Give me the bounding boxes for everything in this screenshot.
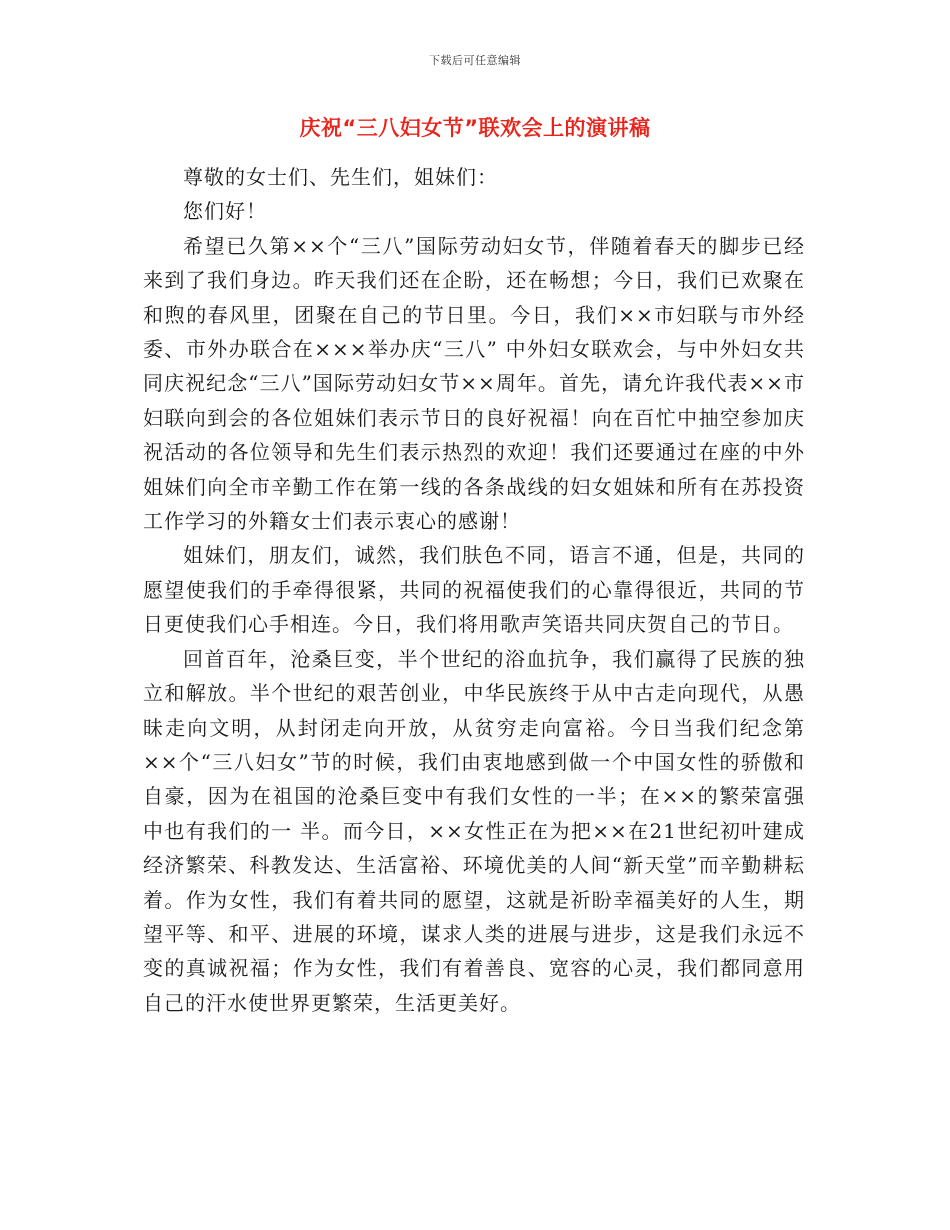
body-paragraph: 希望已久第××个“三八”国际劳动妇女节，伴随着春天的脚步已经来到了我们身边。昨天我们还在企盼，还在畅想；今日，我们已欢聚在和煦的春风里，团聚在自己的节日里。今日，我们××市妇联与市外经委、市外办联合在×××举办庆“三八” 中外妇女联欢会，与中外妇女共同庆祝纪念“三八”国际劳动妇女节××周年。首先，请允许我代表××市妇联向到会的各位姐妹们表示节日的良好祝福！向在百忙中抽空参加庆祝活动的各位领导和先生们表示热烈的欢迎！我们还要通过在座的中外姐妹们向全市辛勤工作在第一线的各条战线的妇女姐妹和所有在苏投资工作学习的外籍女士们表示衷心的感谢！ — [143, 233, 805, 534]
document-body — [143, 160, 805, 1020]
document-title: 庆祝“三八妇女节”联欢会上的演讲稿 — [299, 116, 651, 140]
body-paragraph: 回首百年，沧桑巨变，半个世纪的浴血抗争，我们赢得了民族的独立和解放。半个世纪的艰苦创业，中华民族终于从中古走向现代，从愚昧走向文明，从封闭走向开放，从贫穷走向富裕。今日当我们纪念第××个“三八妇女”节的时候，我们由衷地感到做一个中国女性的骄傲和自豪，因为在祖国的沧桑巨变中有我们女性的一半；在××的繁荣富强中也有我们的一 半。而今日，××女性正在为把××在21世纪初叶建成经济繁荣、科教发达、生活富裕、环境优美的人间“新天堂”而辛勤耕耘着。作为女性，我们有着共同的愿望，这就是祈盼幸福美好的人生，期望平等、和平、进展的环境，谋求人类的进展与进步，这是我们永远不变的真诚祝福；作为女性，我们有着善良、宽容的心灵，我们都同意用自己的汗水使世界更繁荣，生活更美好。 — [143, 646, 805, 1015]
greeting-paragraph: 您们好！ — [183, 199, 267, 224]
body-paragraph: 姐妹们，朋友们，诚然，我们肤色不同，语言不通，但是，共同的愿望使我们的手牵得很紧，共同的祝福使我们的心靠得很近，共同的节日更使我们心手相连。今日，我们将用歌声笑语共同庆贺自己的节日。 — [143, 543, 805, 637]
header-note: 下载后可任意编辑 — [429, 54, 521, 67]
salutation-paragraph: 尊敬的女士们、先生们，姐妹们： — [183, 165, 498, 189]
